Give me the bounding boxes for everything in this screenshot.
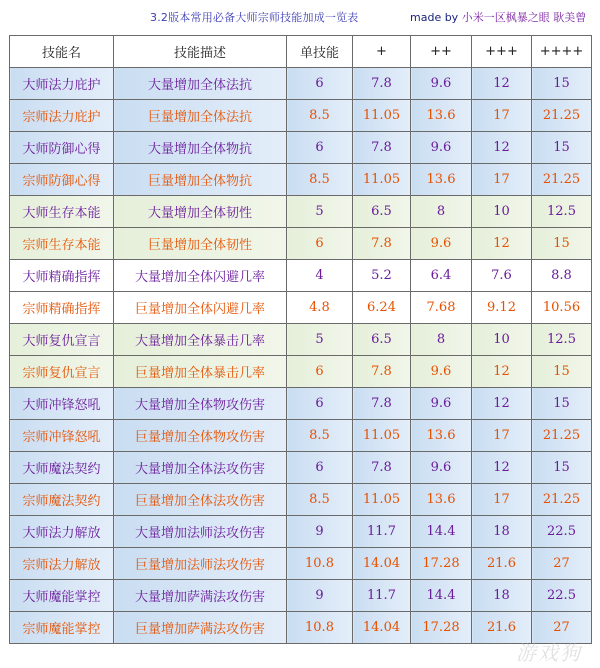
skill-name-cell: 宗师魔能掌控	[10, 612, 114, 644]
value-cell: 9.12	[472, 292, 532, 324]
value-cell: 17.28	[411, 548, 472, 580]
value-cell: 21.25	[532, 484, 592, 516]
value-cell: 8	[411, 196, 472, 228]
value-cell: 13.6	[411, 164, 472, 196]
value-cell: 8	[411, 324, 472, 356]
value-cell: 8.5	[287, 420, 353, 452]
value-cell: 6.5	[353, 196, 411, 228]
value-cell: 21.25	[532, 164, 592, 196]
table-header-row	[10, 36, 592, 68]
table-row	[10, 420, 592, 452]
value-cell: 11.05	[353, 420, 411, 452]
column-header: ++	[411, 36, 472, 68]
skill-desc-cell: 大量增加全体暴击几率	[114, 324, 287, 356]
table-row	[10, 548, 592, 580]
value-cell: 10.8	[287, 612, 353, 644]
column-header: +	[353, 36, 411, 68]
table-row	[10, 324, 592, 356]
value-cell: 7.6	[472, 260, 532, 292]
value-cell: 11.7	[353, 516, 411, 548]
value-cell: 10.56	[532, 292, 592, 324]
value-cell: 6.5	[353, 324, 411, 356]
value-cell: 9	[287, 516, 353, 548]
skill-desc-cell: 巨量增加全体暴击几率	[114, 356, 287, 388]
value-cell: 18	[472, 516, 532, 548]
table-row	[10, 484, 592, 516]
value-cell: 15	[532, 356, 592, 388]
value-cell: 12	[472, 388, 532, 420]
value-cell: 8.5	[287, 164, 353, 196]
table-row	[10, 452, 592, 484]
value-cell: 6	[287, 68, 353, 100]
value-cell: 8.5	[287, 484, 353, 516]
watermark: 游戏狗	[516, 641, 582, 665]
credit-made-by: made by	[410, 11, 459, 24]
skill-desc-cell: 大量增加全体法抗	[114, 68, 287, 100]
value-cell: 13.6	[411, 100, 472, 132]
table-row	[10, 388, 592, 420]
value-cell: 21.25	[532, 420, 592, 452]
skill-desc-cell: 大量增加萨满法攻伤害	[114, 580, 287, 612]
value-cell: 11.05	[353, 484, 411, 516]
value-cell: 12	[472, 228, 532, 260]
value-cell: 9.6	[411, 356, 472, 388]
value-cell: 9.6	[411, 388, 472, 420]
value-cell: 21.6	[472, 612, 532, 644]
skill-name-cell: 大师冲锋怒吼	[10, 388, 114, 420]
skill-name-cell: 大师复仇宣言	[10, 324, 114, 356]
value-cell: 13.6	[411, 484, 472, 516]
value-cell: 7.8	[353, 356, 411, 388]
value-cell: 11.7	[353, 580, 411, 612]
value-cell: 21.25	[532, 100, 592, 132]
value-cell: 21.6	[472, 548, 532, 580]
value-cell: 18	[472, 580, 532, 612]
value-cell: 5	[287, 324, 353, 356]
value-cell: 12	[472, 356, 532, 388]
skill-desc-cell: 大量增加法师法攻伤害	[114, 516, 287, 548]
value-cell: 5	[287, 196, 353, 228]
value-cell: 14.04	[353, 548, 411, 580]
value-cell: 15	[532, 132, 592, 164]
value-cell: 14.4	[411, 580, 472, 612]
column-header: 技能名	[10, 36, 114, 68]
value-cell: 11.05	[353, 100, 411, 132]
skill-desc-cell: 巨量增加法师法攻伤害	[114, 548, 287, 580]
skill-desc-cell: 巨量增加全体物攻伤害	[114, 420, 287, 452]
value-cell: 6	[287, 388, 353, 420]
value-cell: 4.8	[287, 292, 353, 324]
value-cell: 4	[287, 260, 353, 292]
skill-desc-cell: 巨量增加全体闪避几率	[114, 292, 287, 324]
value-cell: 6	[287, 356, 353, 388]
value-cell: 14.4	[411, 516, 472, 548]
value-cell: 5.2	[353, 260, 411, 292]
value-cell: 15	[532, 228, 592, 260]
skill-name-cell: 大师魔能掌控	[10, 580, 114, 612]
value-cell: 9.6	[411, 132, 472, 164]
value-cell: 9.6	[411, 452, 472, 484]
value-cell: 6.24	[353, 292, 411, 324]
column-header: ++++	[532, 36, 592, 68]
table-row	[10, 356, 592, 388]
value-cell: 17	[472, 420, 532, 452]
skill-desc-cell: 大量增加全体闪避几率	[114, 260, 287, 292]
table-row	[10, 164, 592, 196]
value-cell: 6	[287, 452, 353, 484]
skill-name-cell: 宗师精确指挥	[10, 292, 114, 324]
value-cell: 9	[287, 580, 353, 612]
value-cell: 6	[287, 132, 353, 164]
skill-desc-cell: 巨量增加全体法攻伤害	[114, 484, 287, 516]
value-cell: 7.8	[353, 388, 411, 420]
skill-name-cell: 大师法力解放	[10, 516, 114, 548]
skill-name-cell: 宗师魔法契约	[10, 484, 114, 516]
value-cell: 15	[532, 452, 592, 484]
value-cell: 7.68	[411, 292, 472, 324]
value-cell: 17	[472, 100, 532, 132]
value-cell: 27	[532, 548, 592, 580]
table-row	[10, 292, 592, 324]
value-cell: 12	[472, 68, 532, 100]
value-cell: 14.04	[353, 612, 411, 644]
value-cell: 12.5	[532, 196, 592, 228]
skill-desc-cell: 巨量增加全体法抗	[114, 100, 287, 132]
value-cell: 7.8	[353, 228, 411, 260]
value-cell: 6	[287, 228, 353, 260]
table-row	[10, 260, 592, 292]
skill-name-cell: 宗师复仇宣言	[10, 356, 114, 388]
value-cell: 9.6	[411, 228, 472, 260]
header	[0, 0, 600, 34]
value-cell: 13.6	[411, 420, 472, 452]
value-cell: 8.8	[532, 260, 592, 292]
skill-desc-cell: 大量增加全体韧性	[114, 196, 287, 228]
value-cell: 22.5	[532, 580, 592, 612]
value-cell: 22.5	[532, 516, 592, 548]
table-row	[10, 228, 592, 260]
value-cell: 15	[532, 68, 592, 100]
skill-desc-cell: 大量增加全体法攻伤害	[114, 452, 287, 484]
value-cell: 12	[472, 132, 532, 164]
skill-name-cell: 大师精确指挥	[10, 260, 114, 292]
value-cell: 7.8	[353, 452, 411, 484]
value-cell: 6.4	[411, 260, 472, 292]
table-row	[10, 580, 592, 612]
value-cell: 10.8	[287, 548, 353, 580]
credit-author: 小米一区枫暴之眼 耿美曾	[461, 11, 587, 24]
column-header: 单技能	[287, 36, 353, 68]
table-body	[10, 68, 592, 644]
skill-desc-cell: 巨量增加全体韧性	[114, 228, 287, 260]
value-cell: 10	[472, 196, 532, 228]
value-cell: 15	[532, 388, 592, 420]
skill-name-cell: 宗师冲锋怒吼	[10, 420, 114, 452]
skill-desc-cell: 大量增加全体物抗	[114, 132, 287, 164]
table-row	[10, 612, 592, 644]
column-header: +++	[472, 36, 532, 68]
value-cell: 27	[532, 612, 592, 644]
value-cell: 17.28	[411, 612, 472, 644]
value-cell: 7.8	[353, 132, 411, 164]
value-cell: 17	[472, 164, 532, 196]
skill-name-cell: 宗师法力庇护	[10, 100, 114, 132]
table-row	[10, 68, 592, 100]
table-row	[10, 132, 592, 164]
skill-desc-cell: 巨量增加全体物抗	[114, 164, 287, 196]
value-cell: 7.8	[353, 68, 411, 100]
value-cell: 9.6	[411, 68, 472, 100]
skill-name-cell: 宗师生存本能	[10, 228, 114, 260]
skill-name-cell: 大师生存本能	[10, 196, 114, 228]
skill-desc-cell: 巨量增加萨满法攻伤害	[114, 612, 287, 644]
credit	[410, 9, 586, 25]
table-row	[10, 196, 592, 228]
value-cell: 12	[472, 452, 532, 484]
skill-desc-cell: 大量增加全体物攻伤害	[114, 388, 287, 420]
value-cell: 10	[472, 324, 532, 356]
value-cell: 11.05	[353, 164, 411, 196]
column-header: 技能描述	[114, 36, 287, 68]
skill-name-cell: 宗师法力解放	[10, 548, 114, 580]
skill-name-cell: 宗师防御心得	[10, 164, 114, 196]
table-row	[10, 100, 592, 132]
value-cell: 8.5	[287, 100, 353, 132]
skill-name-cell: 大师防御心得	[10, 132, 114, 164]
value-cell: 12.5	[532, 324, 592, 356]
table-row	[10, 516, 592, 548]
skill-bonus-table	[9, 35, 592, 644]
value-cell: 17	[472, 484, 532, 516]
skill-name-cell: 大师法力庇护	[10, 68, 114, 100]
skill-name-cell: 大师魔法契约	[10, 452, 114, 484]
page-title: 3.2版本常用必备大师宗师技能加成一览表	[150, 11, 359, 24]
